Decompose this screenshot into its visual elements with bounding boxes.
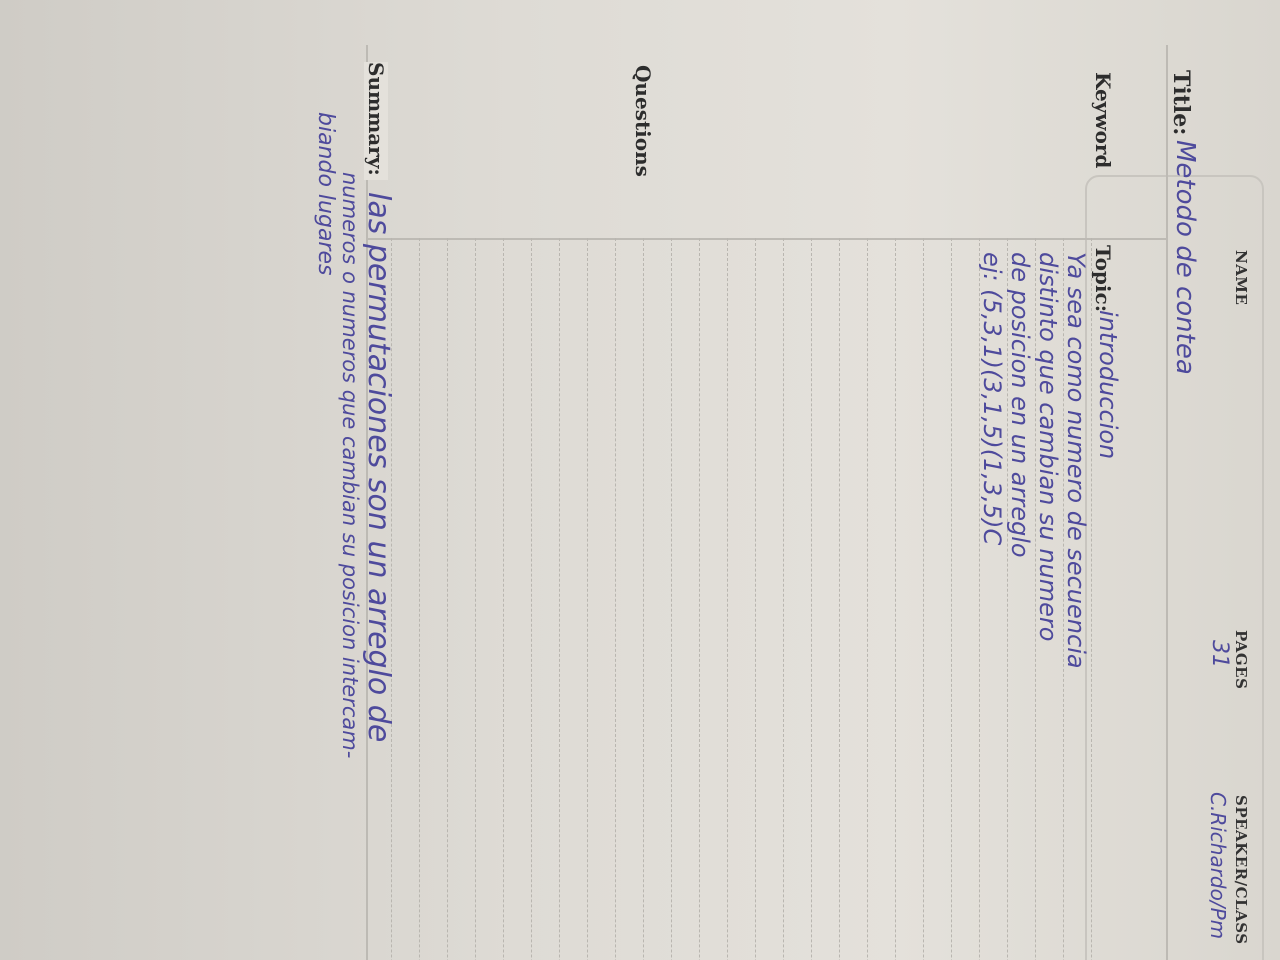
ruled-line xyxy=(1091,238,1092,960)
ruled-line xyxy=(783,238,784,960)
ruled-line xyxy=(867,238,868,960)
questions-label: Questions xyxy=(631,65,655,177)
name-label: NAME xyxy=(1232,250,1250,306)
note-line: ej: (5,3,1)(3,1,5)(1,3,5)C xyxy=(978,252,1006,546)
note-line: distinto que cambian su numero xyxy=(1034,252,1062,642)
note-line: de posicion en un arreglo xyxy=(1006,252,1034,558)
ruled-line xyxy=(895,238,896,960)
summary-line: biando lugares xyxy=(313,112,338,276)
speaker-label: SPEAKER/CLASS xyxy=(1232,795,1250,945)
ruled-line xyxy=(727,238,728,960)
ruled-line xyxy=(419,238,420,960)
ruled-line xyxy=(951,238,952,960)
ruled-line xyxy=(531,238,532,960)
ruled-line xyxy=(699,238,700,960)
title-label: Title: xyxy=(1168,70,1194,136)
pages-value: 31 xyxy=(1207,640,1232,668)
summary-line: las permutaciones son un arreglo de xyxy=(361,192,396,743)
pages-label: PAGES xyxy=(1232,630,1250,690)
ruled-line xyxy=(475,238,476,960)
ruled-line xyxy=(755,238,756,960)
note-line: Ya sea como numero de secuencia xyxy=(1062,252,1090,669)
summary-line: numeros o numeros que cambian su posicion intercam- xyxy=(338,172,362,759)
keyword-column-divider xyxy=(368,238,1168,240)
title-value: Metodo de contea xyxy=(1170,140,1200,375)
ruled-line xyxy=(643,238,644,960)
summary-label: Summary: xyxy=(364,62,388,180)
ruled-line xyxy=(587,238,588,960)
ruled-line xyxy=(503,238,504,960)
ruled-line xyxy=(839,238,840,960)
ruled-line xyxy=(559,238,560,960)
ruled-line xyxy=(615,238,616,960)
topic-value: introduccion xyxy=(1094,310,1122,460)
ruled-line xyxy=(447,238,448,960)
ruled-line xyxy=(671,238,672,960)
ruled-line xyxy=(811,238,812,960)
topic-label: Topic: xyxy=(1091,245,1115,313)
keyword-label: Keyword xyxy=(1091,72,1115,169)
ruled-line xyxy=(923,238,924,960)
grid-top-line xyxy=(1166,45,1168,960)
speaker-value: C.Richardo/Pm xyxy=(1206,792,1230,940)
